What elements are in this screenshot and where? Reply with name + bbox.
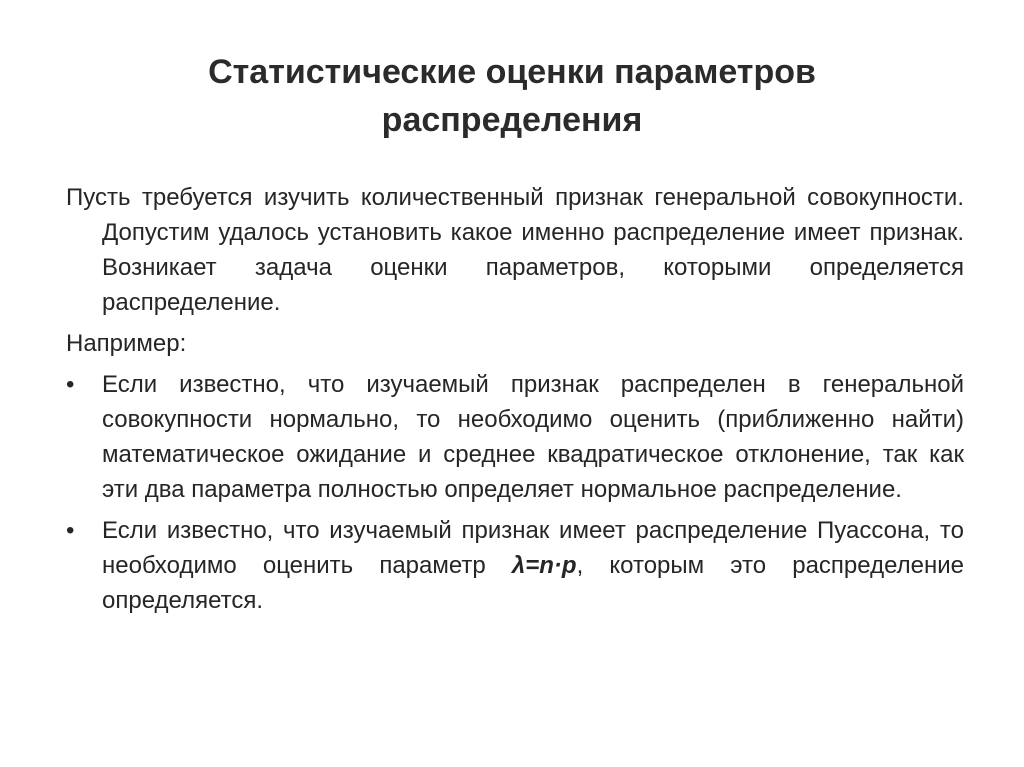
bullet-item-normal: [66, 367, 964, 507]
bullet-text-poisson-start: Если известно, что изучаемый признак имеет распределение Пуассона, то необходимо оценить параметр: [102, 517, 964, 579]
slide-body: [66, 180, 964, 624]
bullet-icon: •: [66, 371, 75, 398]
bullet-icon: •: [66, 517, 75, 544]
bullet-text-poisson-end: , которым это распределение определяется.: [102, 552, 964, 614]
bullet-item-poisson: [66, 513, 964, 618]
example-label: Например:: [66, 330, 187, 357]
slide-title: [0, 48, 1024, 144]
slide-title-line-1: Статистические оценки параметров: [208, 53, 816, 91]
intro-paragraph: Пусть требуется изучить количественный признак генеральной совокупности. Допустим удалось установить какое именно распределение имеет признак. Возникает задача оценки параметров, которыми определяется распределение.: [66, 184, 964, 316]
bullet-text-normal: Если известно, что изучаемый признак распределен в генеральной совокупности нормально, то необходимо оценить (приближенно найти) математическое ожидание и среднее квадратическое отклонение, так как эти два параметра полностью определяет нормальное распределение.: [102, 371, 964, 503]
slide-title-line-2: распределения: [381, 101, 643, 139]
lambda-formula: λ=n·p: [511, 552, 577, 579]
